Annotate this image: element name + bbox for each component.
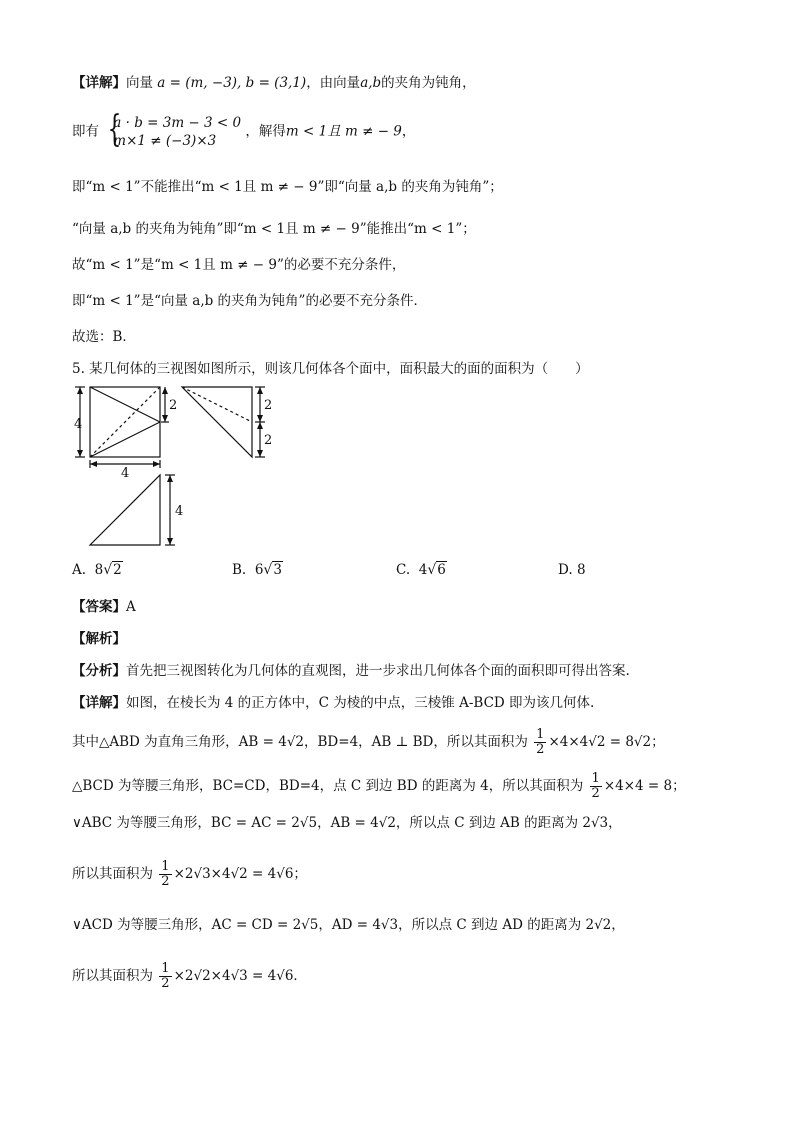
vector-pair: a,b	[360, 75, 382, 91]
face-abd-line: 其中△ABD 为直角三角形，AB = 4√2，BD=4，AB ⊥ BD，所以其面积为 $\frac{1}{2}$ ×4×4√2 = 8√2；	[72, 727, 665, 757]
vector-def: a = (m, −3), b = (3,1)	[157, 75, 307, 91]
label-side-bottom: 2	[264, 433, 273, 448]
condition: m < 1且 m ≠ − 9	[285, 123, 402, 140]
detail-q5-text: 如图，在棱长为 4 的正方体中，C 为棱的中点，三棱锥 A-BCD 即为该几何体.	[126, 695, 595, 711]
label-top-view-height: 4	[175, 504, 184, 519]
detail-line-5: 故“m < 1”是“m < 1且 m ≠ − 9”的必要不充分条件，	[72, 257, 406, 273]
label-front-top: 2	[169, 398, 178, 413]
face-bcd-line: △BCD 为等腰三角形，BC=CD，BD=4，点 C 到边 BD 的距离为 4，所以其面积为 $\frac{1}{2}$ ×4×4 = 8；	[72, 771, 686, 801]
detail-line-1	[72, 74, 476, 92]
analysis-text: 首先把三视图转化为几何体的直观图，进一步求出几何体各个面的面积即可得出答案.	[126, 663, 630, 679]
detail-line-4: “向量 a,b 的夹角为钝角”即“m < 1且 m ≠ − 9”能推出“m < 1”；	[72, 221, 476, 237]
detail-line-6: 即“m < 1”是“向量 a,b 的夹角为钝角”的必要不充分条件．	[72, 293, 427, 309]
face-acd-line: ∨ACD 为等腰三角形，AC = CD = 2√5，AD = 4√3，所以点 C 到边 AD 的距离为 2√2，	[72, 917, 625, 933]
face-abc-line: ∨ABC 为等腰三角形，BC = AC = 2√5，AB = 4√2，所以点 C 到边 AB 的距离为 2√3，	[72, 815, 622, 831]
three-view-figure	[72, 384, 292, 554]
detail-tag: 【详解】	[72, 75, 126, 91]
front-diagonal-2	[90, 422, 160, 457]
text: 即有	[72, 123, 99, 140]
answer-line	[72, 598, 136, 616]
side-hidden-line	[182, 387, 252, 422]
top-view	[90, 475, 160, 545]
label-side-top: 2	[264, 398, 273, 413]
analysis-sub-tag: 【分析】	[72, 663, 126, 679]
answer-value: A	[126, 599, 136, 615]
text: ，由向量	[306, 75, 361, 91]
front-diagonal-1	[90, 387, 160, 422]
choice-b: B. 6√3	[232, 562, 282, 578]
label-bottom-width: 4	[121, 466, 130, 481]
choice-d: D. 8	[558, 562, 586, 578]
equation-system: { a · b = 3m − 3 < 0 m×1 ≠ (−3)×3	[107, 109, 242, 150]
text: ，	[401, 123, 416, 140]
detail-line-2	[72, 109, 416, 150]
choice-a: A. 8√2	[72, 562, 122, 578]
detail-q5-line	[72, 694, 594, 712]
detail-line-3: 即“m < 1”不能推出“m < 1且 m ≠ − 9”即“向量 a,b 的夹角为钝角”；	[72, 179, 503, 195]
text: ，解得	[245, 123, 286, 140]
system-row-2: m×1 ≠ (−3)×3	[113, 133, 217, 149]
question-5: 5. 某几何体的三视图如图所示，则该几何体各个面中，面积最大的面的面积为（ ）	[72, 361, 589, 377]
analysis-line	[72, 662, 630, 680]
answer-tag: 【答案】	[72, 599, 126, 615]
text: 向量	[126, 75, 153, 91]
choose-line: 故选：B．	[72, 329, 136, 345]
label-front-height: 4	[74, 417, 83, 432]
face-abc-area-line: 所以其面积为 $\frac{1}{2}$ ×2√3×4√2 = 4√6；	[72, 859, 307, 889]
detail-q5-tag: 【详解】	[72, 695, 126, 711]
front-hidden-line	[90, 387, 160, 457]
choice-c: C. 4√6	[396, 562, 446, 578]
system-row-1: a · b = 3m − 3 < 0	[113, 115, 242, 131]
side-view	[182, 387, 252, 457]
face-acd-area-line: 所以其面积为 $\frac{1}{2}$ ×2√2×4√3 = 4√6．	[72, 961, 307, 991]
text: 的夹角为钝角，	[381, 75, 476, 91]
analysis-tag: 【解析】	[72, 631, 126, 647]
